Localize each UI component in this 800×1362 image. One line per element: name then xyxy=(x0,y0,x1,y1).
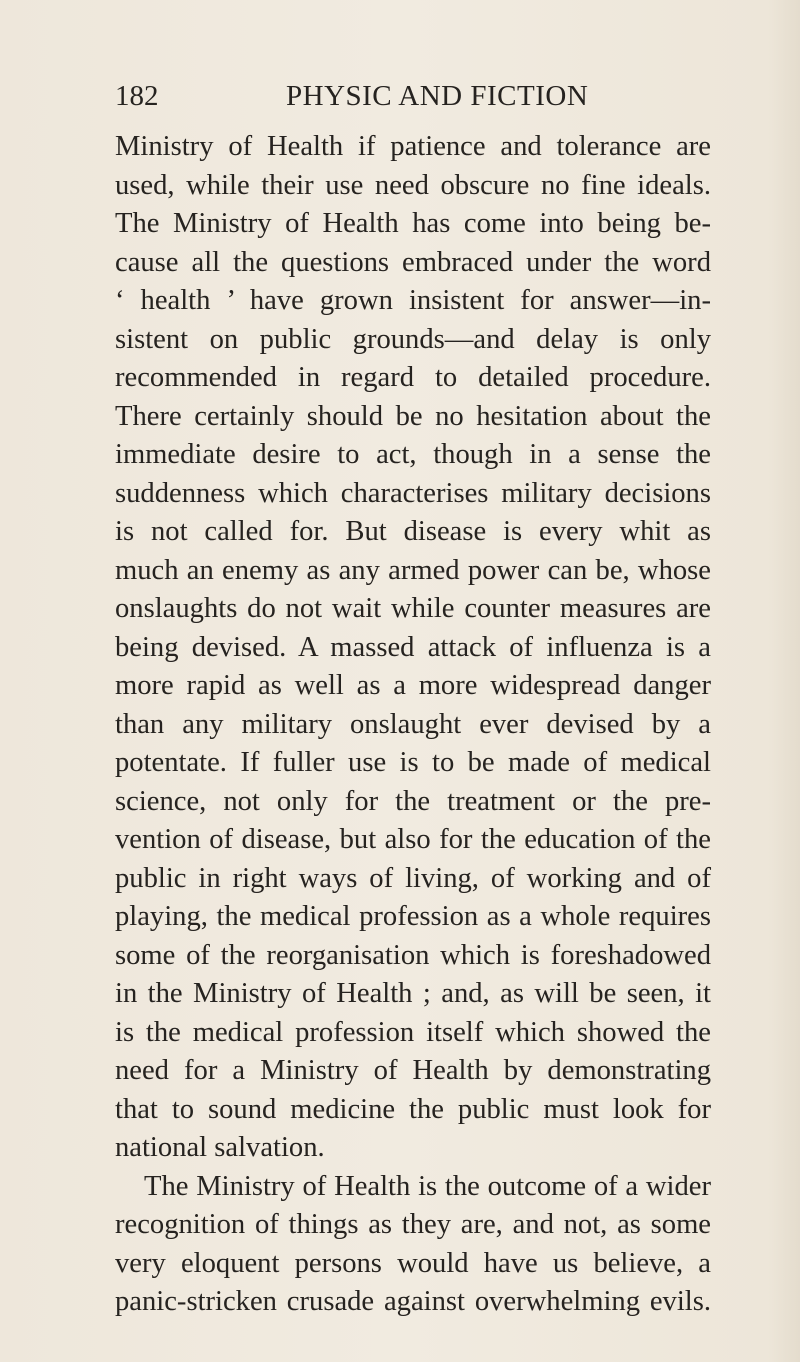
text-line: The Ministry of Health has come into being be- xyxy=(115,208,711,239)
paragraph-2 xyxy=(115,1168,711,1322)
text-line: used, while their use need obscure no fine ideals. xyxy=(115,169,711,201)
text-line: science, not only for the treatment or the pre- xyxy=(115,785,711,817)
text-line: being devised. A massed attack of influenza is a xyxy=(115,631,711,663)
text-line: need for a Ministry of Health by demonstrating xyxy=(115,1055,711,1086)
text-line: immediate desire to act, though in a sense the xyxy=(115,439,711,470)
text-line: panic-stricken crusade against overwhelming evils. xyxy=(115,1286,711,1317)
text-line: potentate. If fuller use is to be made of medical xyxy=(115,747,711,778)
text-line: cause all the questions embraced under the word xyxy=(115,246,711,278)
text-line: ‘ health ’ have grown insistent for answer—in- xyxy=(115,285,711,316)
text-line: suddenness which characterises military decisions xyxy=(115,477,711,509)
text-line: There certainly should be no hesitation about the xyxy=(115,400,711,432)
text-line: some of the reorganisation which is foreshadowed xyxy=(115,939,711,971)
body-text xyxy=(115,128,711,1322)
text-line: national salvation. xyxy=(115,1132,325,1163)
text-line: onslaughts do not wait while counter measures are xyxy=(115,593,711,624)
text-line: in the Ministry of Health ; and, as will be seen, it xyxy=(115,978,711,1009)
text-line: sistent on public grounds—and delay is only xyxy=(115,323,711,355)
paragraph-1 xyxy=(115,128,711,1168)
text-line: than any military onslaught ever devised by a xyxy=(115,708,711,740)
text-line: very eloquent persons would have us believe, a xyxy=(115,1247,711,1279)
text-line: playing, the medical profession as a whole requires xyxy=(115,901,711,932)
text-line: vention of disease, but also for the education of the xyxy=(115,824,711,855)
text-line: more rapid as well as a more widespread danger xyxy=(115,670,711,701)
text-line: that to sound medicine the public must look for xyxy=(115,1093,711,1125)
text-line: is not called for. But disease is every whit as xyxy=(115,516,711,547)
text-line: much an enemy as any armed power can be, whose xyxy=(115,554,711,586)
text-line: recognition of things as they are, and not, as some xyxy=(115,1209,711,1240)
text-line: recommended in regard to detailed procedure. xyxy=(115,362,711,393)
running-head: PHYSIC AND FICTION xyxy=(286,80,589,112)
text-line: is the medical profession itself which showed the xyxy=(115,1016,711,1048)
text-line: Ministry of Health if patience and tolerance are xyxy=(115,131,711,162)
page-number: 182 xyxy=(115,80,159,112)
text-line: The Ministry of Health is the outcome of a wider xyxy=(144,1170,711,1202)
page-header xyxy=(115,76,710,116)
text-line: public in right ways of living, of working and of xyxy=(115,862,711,894)
